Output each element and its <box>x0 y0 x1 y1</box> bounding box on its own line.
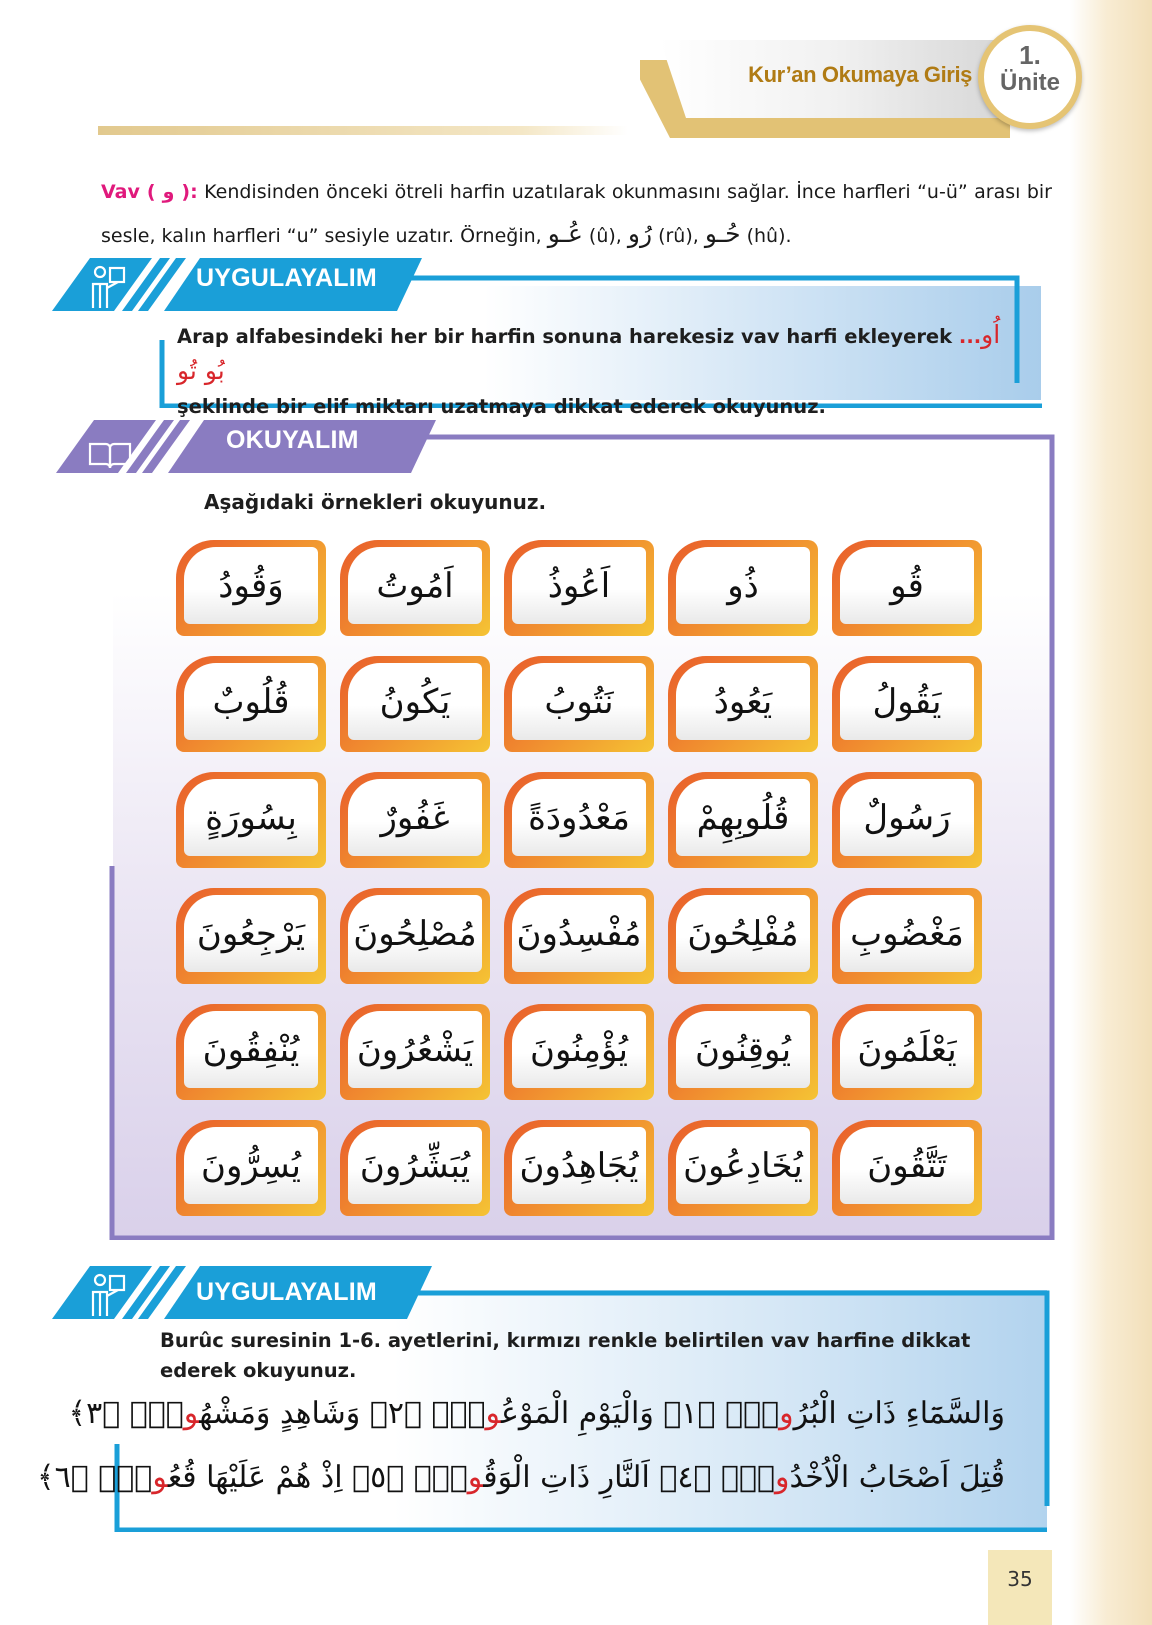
ayah-segment: دِۙ ﴿٥﴾ اِذْ هُمْ عَلَيْهَا قُعُ <box>167 1460 468 1495</box>
arabic-word: يَرْجِعُونَ <box>196 913 306 954</box>
arabic-word: وَقُودُ <box>218 565 284 606</box>
instruction-1-arabic: اُو بُو تُو <box>177 320 1001 385</box>
word-card <box>832 772 982 868</box>
header-banner <box>640 40 1028 138</box>
word-card <box>504 772 654 868</box>
arabic-word: مَعْدُودَةً <box>528 797 630 838</box>
arabic-word: يَعْلَمُونَ <box>857 1029 957 1070</box>
word-card <box>504 1120 654 1216</box>
arabic-word: يُؤْمِنُونَ <box>529 1029 629 1070</box>
word-card-face <box>676 895 810 972</box>
arabic-word: يُبَشِّرُونَ <box>359 1145 471 1186</box>
vav-text: Kendisinden önceki ötreli harfin uzatılarak okunmasını sağlar. İnce harfleri “u-ü” arası bir sesle, kalın harfleri “u” sesiyle uzatır. Örneğin, <box>101 181 1052 247</box>
word-card-face <box>840 547 974 624</box>
word-card <box>340 1120 490 1216</box>
word-card-face <box>676 547 810 624</box>
arabic-word: مَغْضُوبِ <box>850 913 964 954</box>
word-card <box>340 888 490 984</box>
word-card-face <box>184 1127 318 1204</box>
word-card <box>176 1004 326 1100</box>
arabic-word: تَتَّقُونَ <box>867 1145 947 1186</box>
word-card-face <box>184 663 318 740</box>
vav-example-3-reading: (hû). <box>740 225 792 247</box>
vav-heading: Vav ( و ): <box>101 181 198 203</box>
word-card-face <box>512 663 646 740</box>
word-card-face <box>840 1011 974 1088</box>
chapter-title: Kur’an Okumaya Giriş <box>748 62 972 87</box>
arabic-word: رَسُولٌ <box>863 797 951 838</box>
word-card <box>340 540 490 636</box>
word-card <box>668 1120 818 1216</box>
unit-word: Ünite <box>1000 69 1060 96</box>
highlighted-vav: و <box>775 1460 790 1495</box>
word-card-face <box>184 779 318 856</box>
word-card <box>832 1120 982 1216</box>
instruction-1-text-2: şeklinde bir elif miktarı uzatmaya dikkat ederek okuyunuz. <box>177 395 826 418</box>
ayah-segment: دٌۙ ﴿٦﴾ <box>37 1460 153 1495</box>
arabic-word: اَمُوتُ <box>376 565 454 606</box>
word-card-face <box>348 895 482 972</box>
highlighted-vav: و <box>183 1396 200 1431</box>
word-card-face <box>512 895 646 972</box>
word-card-face <box>512 547 646 624</box>
word-card-face <box>512 1127 646 1204</box>
instruction-1-text: Arap alfabesindeki her bir harfin sonuna harekesiz vav harfi ekleyerek <box>177 325 959 348</box>
arabic-word: ذُو <box>727 565 759 606</box>
vav-paragraph <box>101 172 1052 257</box>
ayah-line-1 <box>68 1396 1005 1431</box>
arabic-word: يُنْفِقُونَ <box>202 1029 300 1070</box>
uygulayalim-title-1: UYGULAYALIM <box>196 264 377 292</box>
arabic-word: يُسِرُّونَ <box>201 1145 301 1186</box>
word-card-face <box>676 1127 810 1204</box>
word-card <box>832 656 982 752</box>
arabic-word: يُجَاهِدُونَ <box>519 1145 639 1186</box>
ayah-segment: دٍۜ ﴿٣﴾ <box>68 1396 184 1431</box>
word-card-face <box>348 1127 482 1204</box>
page-number: 35 <box>988 1550 1052 1625</box>
arabic-word: اَعُوذُ <box>547 565 611 606</box>
vav-example-3: حُـو <box>704 219 741 248</box>
word-card <box>832 540 982 636</box>
highlighted-vav: و <box>467 1460 484 1495</box>
word-card-face <box>348 547 482 624</box>
word-card-face <box>676 1011 810 1088</box>
arabic-word: يَكُونُ <box>379 681 451 722</box>
word-card <box>668 540 818 636</box>
vav-example-2: رُو <box>627 219 653 248</box>
arabic-word: يَقُولُ <box>872 681 942 722</box>
word-card-face <box>840 1127 974 1204</box>
word-card-face <box>840 779 974 856</box>
uygulayalim-title-2: UYGULAYALIM <box>196 1278 377 1306</box>
arabic-word: يُوقِنُونَ <box>694 1029 792 1070</box>
arabic-word: مُصْلِحُونَ <box>353 913 477 954</box>
header-rule <box>98 126 628 135</box>
vav-example-1: عُـو <box>547 219 583 248</box>
vav-example-2-reading: (rû), <box>652 225 705 247</box>
word-card <box>668 772 818 868</box>
arabic-word: يَعُودُ <box>713 681 773 722</box>
ayah-segment: قُتِلَ اَصْحَابُ الْاُخْدُ <box>789 1460 1005 1495</box>
uygulayalim-instruction-2: Burûc suresinin 1-6. ayetlerini, kırmızı renkle belirtilen vav harfine dikkat ederek okuyunuz. <box>160 1329 971 1382</box>
word-card-face <box>348 1011 482 1088</box>
word-card <box>668 888 818 984</box>
uygulayalim-instruction-1 <box>177 318 1017 424</box>
word-card-face <box>676 779 810 856</box>
vav-example-1-reading: (û), <box>582 225 628 247</box>
word-card <box>668 1004 818 1100</box>
word-card <box>176 772 326 868</box>
word-card <box>176 540 326 636</box>
ayah-segment: وَالسَّمَٓاءِ ذَاتِ الْبُرُ <box>793 1396 1005 1431</box>
word-card-face <box>184 895 318 972</box>
instruction-1-dots: ... <box>958 325 982 348</box>
word-card <box>832 888 982 984</box>
unit-badge <box>978 25 1082 129</box>
word-card-face <box>184 1011 318 1088</box>
arabic-word: يَشْعُرُونَ <box>356 1029 474 1070</box>
highlighted-vav: و <box>779 1396 794 1431</box>
word-card <box>176 656 326 752</box>
word-card-face <box>348 663 482 740</box>
ayah-segment: جِۙ ﴿١﴾ وَالْيَوْمِ الْمَوْعُ <box>501 1396 780 1431</box>
word-card <box>340 772 490 868</box>
page-edge <box>1070 0 1152 1625</box>
teacher-board-icon <box>88 1272 128 1318</box>
ayah-line-2 <box>37 1460 1005 1495</box>
word-card <box>176 1120 326 1216</box>
word-card <box>504 1004 654 1100</box>
okuyalim-subtitle: Aşağıdaki örnekleri okuyunuz. <box>204 490 547 514</box>
word-card-face <box>840 663 974 740</box>
arabic-word: قُو <box>890 565 924 606</box>
word-card-face <box>512 779 646 856</box>
word-card <box>668 656 818 752</box>
word-card-face <box>348 779 482 856</box>
ayah-segment: دِۙ ﴿٤﴾ اَلنَّارِ ذَاتِ الْوَقُ <box>483 1460 776 1495</box>
highlighted-vav: و <box>485 1396 502 1431</box>
word-card-face <box>512 1011 646 1088</box>
word-card <box>176 888 326 984</box>
highlighted-vav: و <box>152 1460 168 1495</box>
word-card <box>504 656 654 752</box>
arabic-word: غَفُورٌ <box>380 797 450 838</box>
arabic-word: بِسُورَةٍ <box>205 797 297 838</box>
word-card-face <box>840 895 974 972</box>
word-card <box>832 1004 982 1100</box>
open-book-icon <box>88 440 132 470</box>
word-card <box>504 540 654 636</box>
arabic-word: قُلُوبِهِمْ <box>696 797 790 838</box>
arabic-word: نَتُوبُ <box>544 681 614 722</box>
arabic-word: مُفْسِدُونَ <box>516 913 642 954</box>
word-card-face <box>676 663 810 740</box>
ayah-segment: دِۙ ﴿٢﴾ وَشَاهِدٍ وَمَشْهُ <box>199 1396 486 1431</box>
arabic-word: يُخَادِعُونَ <box>683 1145 803 1186</box>
word-card <box>504 888 654 984</box>
arabic-word: مُفْلِحُونَ <box>687 913 799 954</box>
teacher-board-icon <box>88 264 128 310</box>
word-card <box>340 656 490 752</box>
word-card-face <box>184 547 318 624</box>
unit-number: 1. <box>1019 40 1041 70</box>
arabic-word: قُلُوبٌ <box>212 681 290 722</box>
word-card <box>340 1004 490 1100</box>
okuyalim-title: OKUYALIM <box>226 426 359 454</box>
